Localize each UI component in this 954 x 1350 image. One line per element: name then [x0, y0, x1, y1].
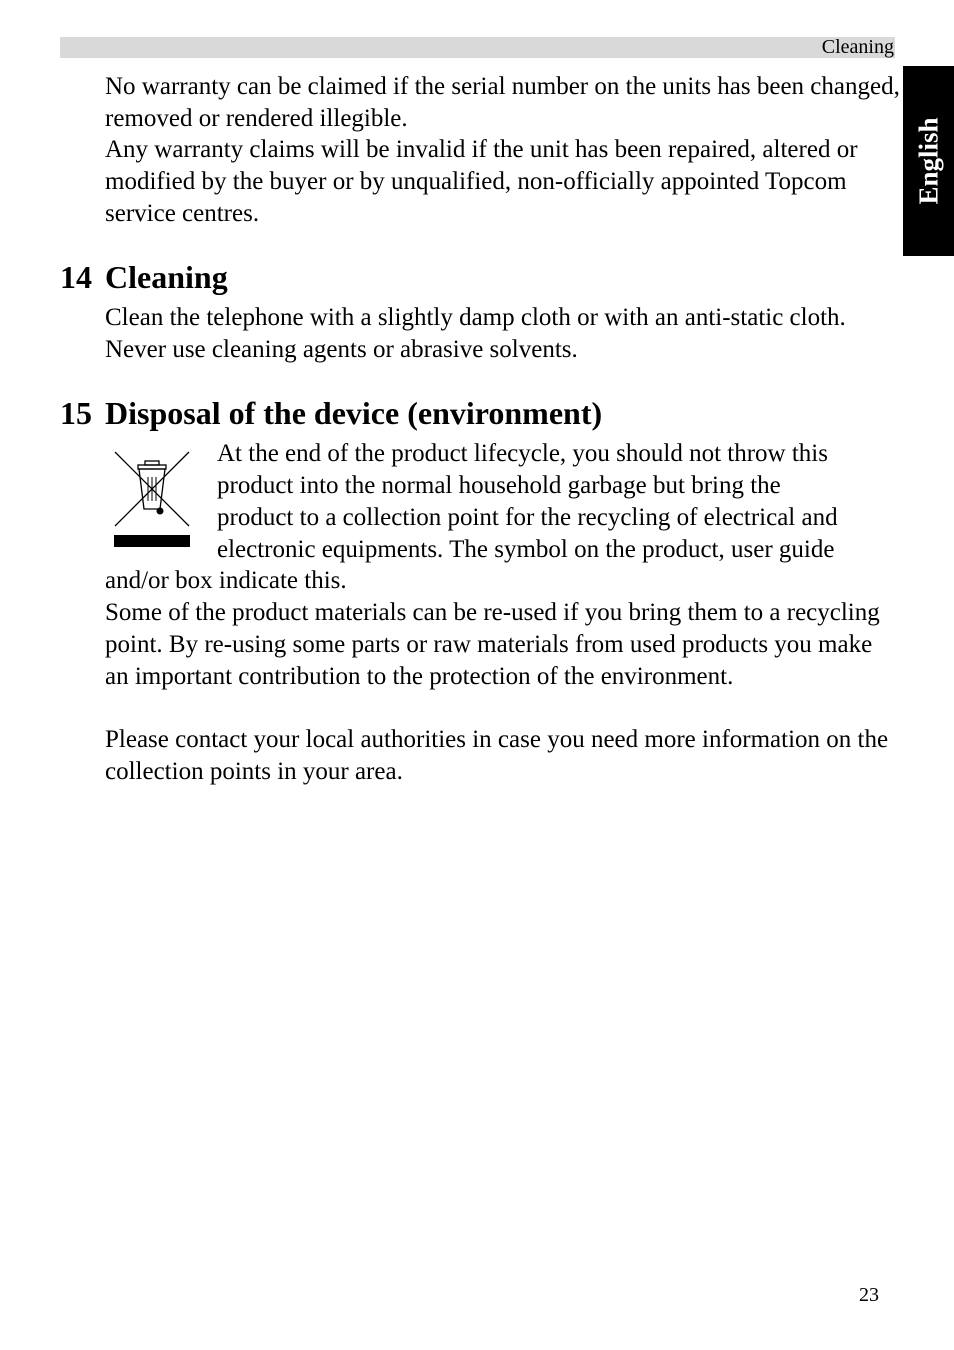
section-15-line-5: and/or box indicate this. — [105, 567, 347, 594]
section-15-paragraph-3: Please contact your local authorities in case you need more information on the collection points in your area. — [105, 726, 889, 785]
section-15-heading — [60, 394, 602, 432]
section-15-line-4: electronic equipments. The symbol on the product, user guide — [217, 536, 835, 563]
language-tab — [903, 66, 954, 256]
running-header-title: Cleaning — [821, 36, 894, 58]
warranty-paragraph-1: No warranty can be claimed if the serial number on the units has been changed, removed or rendered illegible. — [105, 73, 900, 132]
section-14-body: Clean the telephone with a slightly damp cloth or with an anti-static cloth. Never use cleaning agents or abrasive solvents. — [105, 304, 846, 363]
section-14-number: 14 — [60, 259, 92, 295]
section-15-line-3: product to a collection point for the recycling of electrical and — [217, 504, 838, 531]
section-15-line-2: product into the normal household garbage but bring the — [217, 472, 781, 499]
section-14-heading — [60, 258, 228, 296]
section-15-line-1: At the end of the product lifecycle, you should not throw this — [217, 440, 828, 467]
section-15-title: Disposal of the device (environment) — [105, 395, 603, 431]
section-15-number: 15 — [60, 395, 92, 431]
language-tab-label: English — [913, 117, 943, 205]
warranty-paragraph-2: Any warranty claims will be invalid if the unit has been repaired, altered or modified by the buyer or by unqualified, non-officially appointed Topcom service centres. — [105, 136, 858, 227]
header-bar — [60, 37, 895, 58]
section-14-title: Cleaning — [105, 259, 228, 295]
crossed-out-wheelie-bin-icon — [112, 449, 192, 549]
page-number: 23 — [859, 1284, 879, 1306]
section-15-paragraph-2: Some of the product materials can be re-used if you bring them to a recycling point. By re-using some parts or raw materials from used products you make an important contribution to the protection of the environment. — [105, 599, 880, 690]
